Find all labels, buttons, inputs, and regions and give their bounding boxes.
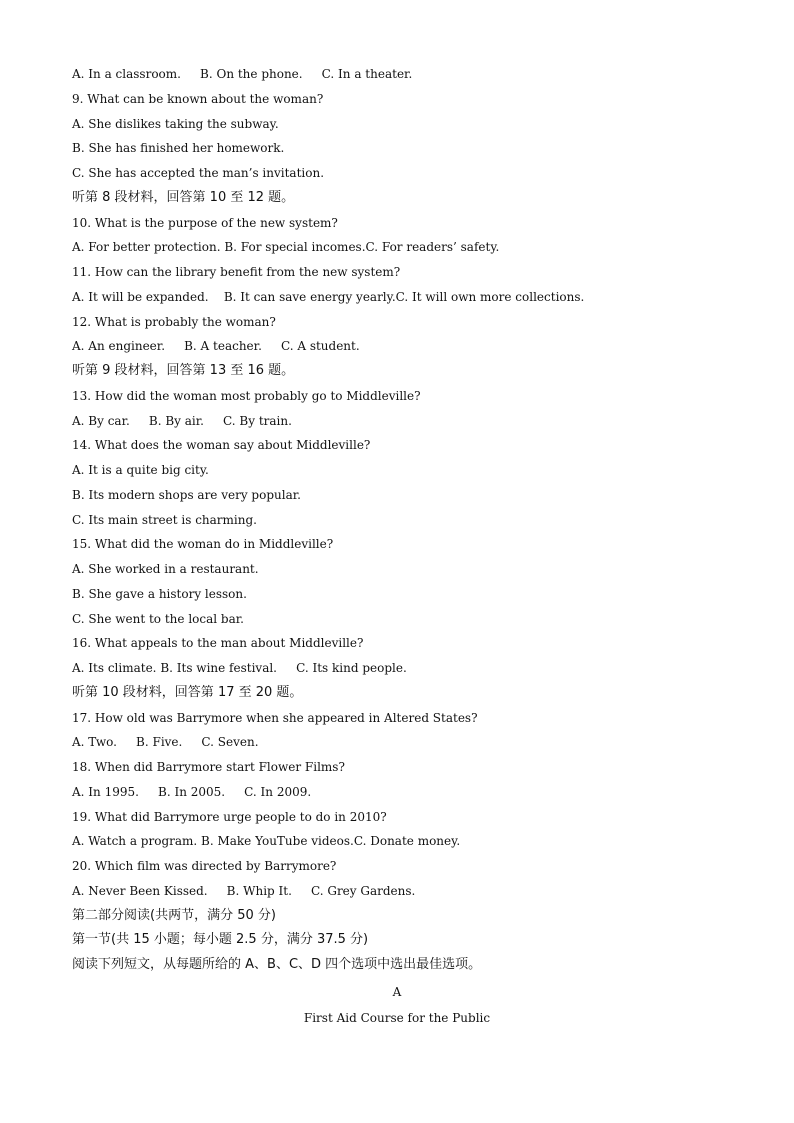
question-16-stem: 16. What appeals to the man about Middleville? <box>72 636 364 651</box>
section-8-instruction: 听第 8 段材料，回答第 10 至 12 题。 <box>72 189 295 205</box>
question-10-options: A. For better protection. B. For special incomes.C. For readers’ safety. <box>72 240 500 255</box>
question-14-option-b: B. Its modern shops are very popular. <box>72 487 301 502</box>
question-16-options: A. Its climate. B. Its wine festival. C. Its kind people. <box>72 661 407 675</box>
question-19-stem: 19. What did Barrymore urge people to do in 2010? <box>72 809 387 824</box>
question-12-stem: 12. What is probably the woman? <box>72 314 276 329</box>
question-9-option-b: B. She has finished her homework. <box>72 141 285 156</box>
question-9-option-c: C. She has accepted the man’s invitation. <box>72 166 325 180</box>
passage-title: First Aid Course for the Public <box>303 1010 491 1025</box>
question-11-options: A. It will be expanded. B. It can save energy yearly.C. It will own more collections. <box>72 289 585 304</box>
question-18-options: A. In 1995. B. In 2005. C. In 2009. <box>72 784 312 799</box>
question-15-option-b: B. She gave a history lesson. <box>72 586 247 601</box>
question-19-options: A. Watch a program. B. Make YouTube videos.C. Donate money. <box>72 834 461 849</box>
question-12-options: A. An engineer. B. A teacher. C. A student. <box>72 339 360 354</box>
question-18-stem: 18. When did Barrymore start Flower Films? <box>72 760 345 774</box>
question-8-options: A. In a classroom. B. On the phone. C. In a theater. <box>72 67 413 81</box>
question-15-option-a: A. She worked in a restaurant. <box>72 562 259 576</box>
question-14-option-a: A. It is a quite big city. <box>72 463 209 477</box>
question-20-options: A. Never Been Kissed. B. Whip It. C. Grey Gardens. <box>72 883 416 898</box>
question-10-stem: 10. What is the purpose of the new system? <box>72 215 338 230</box>
question-14-option-c: C. Its main street is charming. <box>72 512 257 527</box>
part-two-heading: 第二部分阅读(共两节，满分 50 分) <box>72 907 276 923</box>
reading-instruction: 阅读下列短文，从每题所给的 A、B、C、D 四个选项中选出最佳选项。 <box>72 957 482 972</box>
question-11-stem: 11. How can the library benefit from the new system? <box>72 265 401 279</box>
question-15-stem: 15. What did the woman do in Middleville? <box>72 537 334 552</box>
section-9-instruction: 听第 9 段材料，回答第 13 至 16 题。 <box>72 363 295 378</box>
question-13-stem: 13. How did the woman most probably go to Middleville? <box>72 388 421 403</box>
question-13-options: A. By car. B. By air. C. By train. <box>72 413 292 428</box>
question-9-stem: 9. What can be known about the woman? <box>72 91 324 106</box>
question-15-option-c: C. She went to the local bar. <box>72 611 244 626</box>
question-14-stem: 14. What does the woman say about Middleville? <box>72 438 371 453</box>
document-page <box>72 62 722 1031</box>
question-17-stem: 17. How old was Barrymore when she appeared in Altered States? <box>72 710 478 725</box>
question-17-options: A. Two. B. Five. C. Seven. <box>72 735 259 750</box>
section-one-heading: 第一节(共 15 小题；每小题 2.5 分，满分 37.5 分) <box>72 932 369 948</box>
question-20-stem: 20. Which film was directed by Barrymore? <box>72 859 337 873</box>
passage-letter: A <box>392 984 402 999</box>
section-10-instruction: 听第 10 段材料，回答第 17 至 20 题。 <box>72 684 303 700</box>
question-9-option-a: A. She dislikes taking the subway. <box>72 116 279 131</box>
